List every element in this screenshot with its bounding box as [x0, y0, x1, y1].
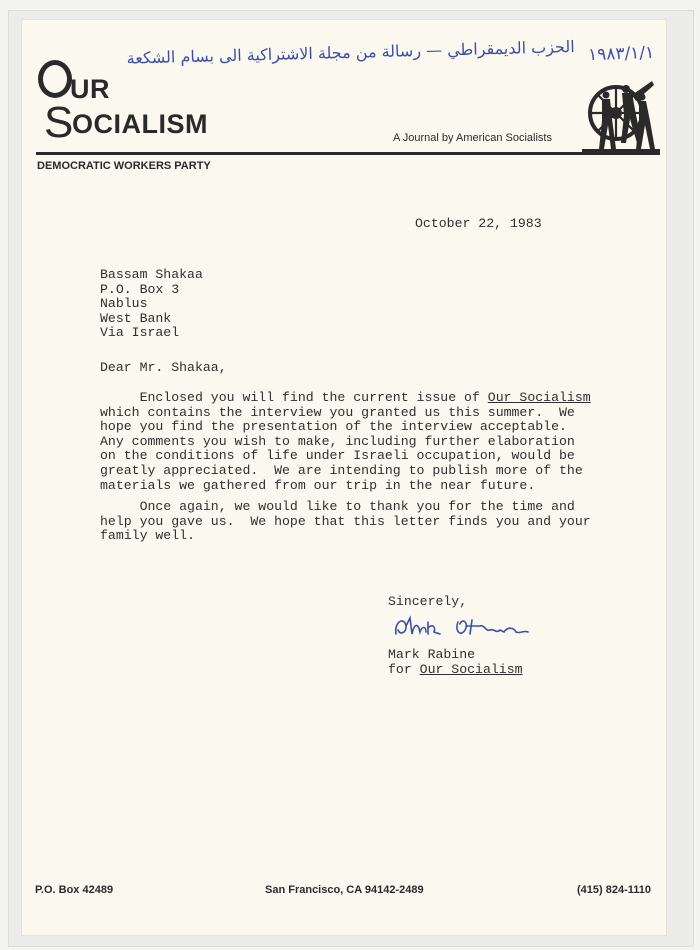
paragraph-line: Any comments you wish to make, including further elaboration — [100, 433, 575, 449]
logo-ur: UR — [70, 74, 110, 104]
paragraph-line: family well. — [100, 528, 195, 544]
body-paragraph-2 — [100, 500, 640, 544]
logo-letter-s: S — [44, 98, 74, 147]
salutation: Dear Mr. Shakaa, — [100, 360, 227, 375]
closing: Sincerely, — [388, 594, 468, 609]
footer-city: San Francisco, CA 94142-2489 — [265, 884, 424, 896]
address-line: Via Israel — [100, 325, 180, 341]
paragraph-line: on the conditions of life under Israeli occupation, would be — [100, 448, 575, 464]
address-line: P.O. Box 3 — [100, 281, 180, 297]
journal-title-ref: Our Socialism — [487, 390, 591, 405]
footer-phone: (415) 824-1110 — [577, 884, 652, 896]
handwritten-arabic-note: الحزب الديمقراطي — رسالة من مجلة الاشتراكية الى بسام الشكعة — [126, 36, 575, 68]
paragraph-line: materials we gathered from our trip in the near future. — [100, 477, 536, 493]
body-paragraph-1 — [100, 391, 640, 493]
paragraph-line: greatly appreciated. We are intending to publish more of the — [100, 462, 583, 478]
header-rule — [36, 152, 658, 155]
paragraph-line: Enclosed you will find the current issue of Our Socialism — [100, 390, 591, 405]
organization-name: DEMOCRATIC WORKERS PARTY — [37, 160, 211, 172]
address-line: Bassam Shakaa — [100, 267, 203, 282]
signer-affiliation: for Our Socialism — [388, 661, 523, 677]
recipient-address — [100, 268, 203, 341]
address-line: Nablus — [100, 296, 148, 312]
journal-tagline: A Journal by American Socialists — [393, 132, 552, 144]
logo-ocialism: OCIALISM — [72, 109, 208, 139]
paragraph-line: Once again, we would like to thank you for the time and — [100, 499, 575, 514]
letter-date: October 22, 1983 — [415, 216, 542, 231]
paragraph-line: help you gave us. We hope that this letter finds you and your — [100, 513, 591, 529]
logo-letter-o — [38, 60, 72, 98]
address-line: West Bank — [100, 310, 172, 326]
signer-name: Mark Rabine — [388, 647, 476, 662]
handwritten-signature — [392, 612, 542, 642]
signer-block — [388, 648, 523, 677]
paragraph-line: which contains the interview you granted us this summer. We — [100, 404, 575, 420]
journal-title-ref: Our Socialism — [419, 661, 523, 677]
handwritten-date-note: ١٩٨٣/١/١ — [587, 42, 655, 66]
paragraph-line: hope you find the presentation of the interview acceptable. — [100, 419, 567, 435]
footer-po-box: P.O. Box 42489 — [35, 884, 114, 896]
